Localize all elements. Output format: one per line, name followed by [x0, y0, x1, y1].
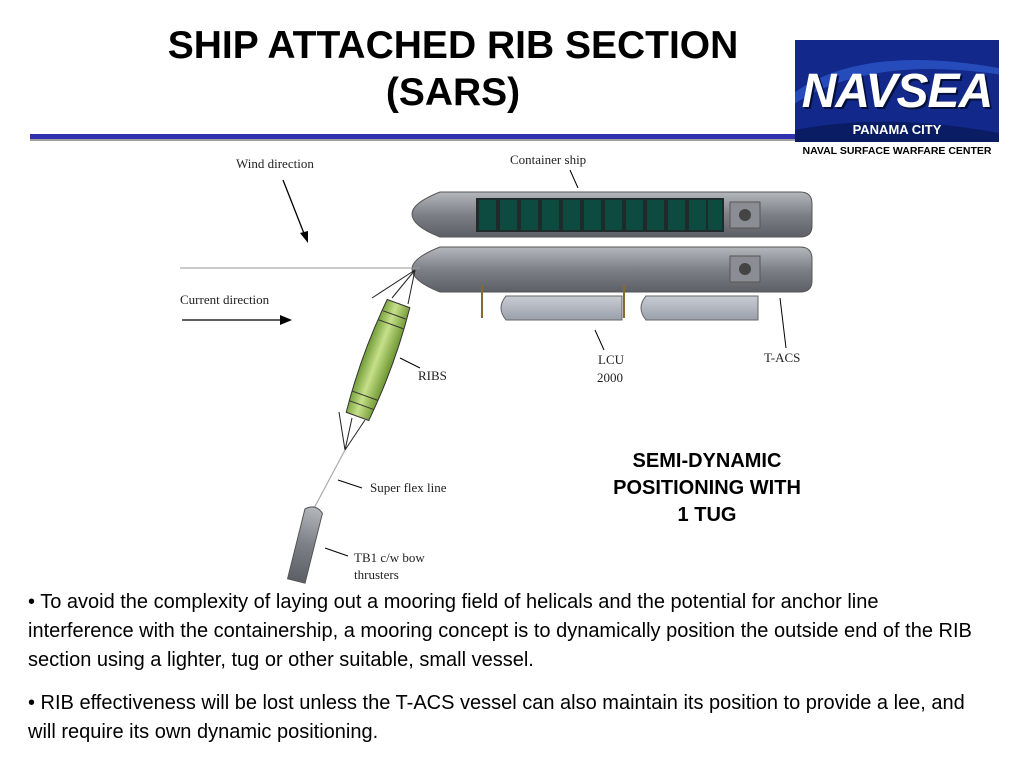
label-wind-direction: Wind direction: [236, 156, 314, 171]
ribs-leader: [400, 358, 420, 368]
diagram-heading-line2: POSITIONING WITH: [613, 477, 801, 499]
label-lcu: LCU: [598, 352, 624, 367]
bullet-item: • RIB effectiveness will be lost unless the T-ACS vessel can also maintain its position to provide a lee, and will require its own dynamic positioning.: [28, 692, 965, 743]
tacs-vessel: [412, 247, 812, 292]
lcu-leader: [595, 330, 604, 350]
tb1-tug: [288, 505, 324, 583]
body-text: [28, 588, 988, 761]
container-ship: [412, 192, 812, 237]
tb1-leader: [325, 548, 348, 556]
slide-title-line2: (SARS): [385, 71, 521, 114]
logo-wordmark: NAVSEA: [801, 65, 993, 118]
super-flex-leader: [338, 480, 362, 488]
label-tacs: T-ACS: [764, 350, 801, 365]
label-tb1: TB1 c/w bow: [354, 550, 425, 565]
bullet-item: • To avoid the complexity of laying out a mooring field of helicals and the potential for anchor line interference with the containership, a mooring concept is to dynamically position the outside end of the RIB section using a lighter, tug or other suitable, small vessel.: [28, 591, 972, 671]
label-ribs: RIBS: [418, 368, 447, 383]
tacs-leader: [780, 298, 786, 348]
current-direction-arrow: [182, 315, 292, 325]
diagram-heading: [582, 448, 832, 529]
label-container-ship: Container ship: [510, 152, 587, 167]
logo-caption: NAVAL SURFACE WARFARE CENTER: [802, 145, 992, 157]
label-lcu-2000: 2000: [597, 370, 623, 385]
diagram-heading-line3: 1 TUG: [677, 504, 737, 526]
slide-title-line1: SHIP ATTACHED RIB SECTION: [167, 24, 739, 67]
logo-city: PANAMA CITY: [852, 122, 942, 137]
container-ship-leader: [570, 170, 578, 188]
label-super-flex-line: Super flex line: [370, 480, 447, 495]
label-current-direction: Current direction: [180, 292, 270, 307]
wind-direction-arrow: [283, 180, 308, 243]
diagram-heading-line1: SEMI-DYNAMIC: [632, 450, 782, 472]
label-tb1-thrusters: thrusters: [354, 567, 399, 582]
